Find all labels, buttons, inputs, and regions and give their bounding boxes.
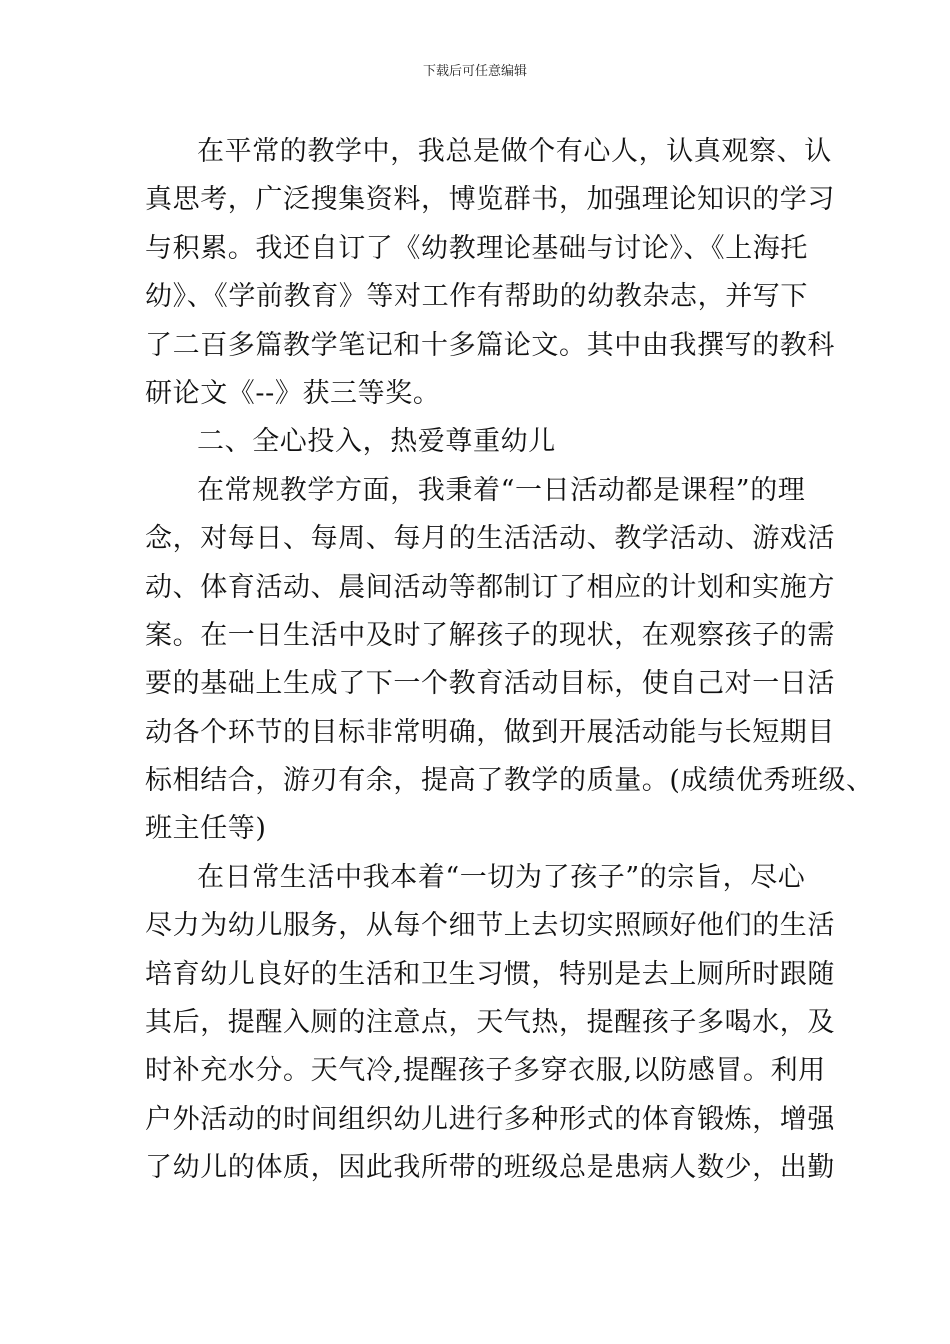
text-line: 班主任等) — [145, 813, 267, 845]
text-line: 其后，提醒入厕的注意点，天气热，提醒孩子多喝水，及 — [145, 1007, 835, 1039]
body-text — [145, 132, 874, 1197]
text-line: 尽力为幼儿服务，从每个细节上去切实照顾好他们的生活 — [145, 910, 835, 942]
text-line: 培育幼儿良好的生活和卫生习惯，特别是去上厕所时跟随 — [145, 958, 835, 990]
text-line: 了幼儿的体质，因此我所带的班级总是患病人数少，出勤 — [145, 1152, 835, 1184]
text-line: 动、体育活动、晨间活动等都制订了相应的计划和实施方 — [145, 571, 835, 603]
text-line: 研论文《--》获三等奖。 — [145, 377, 441, 409]
text-line: 要的基础上生成了下一个教育活动目标，使自己对一日活 — [145, 668, 835, 700]
text-line: 在常规教学方面，我秉着“一日活动都是课程”的理 — [197, 474, 806, 506]
text-line: 动各个环节的目标非常明确，做到开展活动能与长短期目 — [145, 716, 835, 748]
header-note: 下载后可任意编辑 — [422, 64, 527, 79]
text-line: 户外活动的时间组织幼儿进行多种形式的体育锻炼，增强 — [145, 1103, 835, 1135]
text-line: 真思考，广泛搜集资料，博览群书，加强理论知识的学习 — [145, 184, 835, 216]
text-line: 了二百多篇教学笔记和十多篇论文。其中由我撰写的教科 — [145, 329, 835, 361]
text-line: 案。在一日生活中及时了解孩子的现状，在观察孩子的需 — [145, 619, 835, 651]
text-line: 幼》、《学前教育》等对工作有帮助的幼教杂志，并写下 — [145, 281, 808, 313]
text-line: 在平常的教学中，我总是做个有心人，认真观察、认 — [197, 136, 832, 167]
text-line: 时补充水分。天气冷,提醒孩子多穿衣服,以防感冒。利用 — [145, 1055, 826, 1087]
text-line: 二、全心投入，热爱尊重幼儿 — [197, 426, 556, 458]
text-line: 念，对每日、每周、每月的生活活动、教学活动、游戏活 — [145, 523, 835, 555]
text-line: 在日常生活中我本着“一切为了孩子”的宗旨，尽心 — [197, 861, 806, 893]
text-line: 标相结合，游刃有余，提高了教学的质量。(成绩优秀班级、 — [145, 765, 874, 797]
text-line: 与积累。我还自订了《幼教理论基础与讨论》、《上海托 — [145, 232, 808, 264]
